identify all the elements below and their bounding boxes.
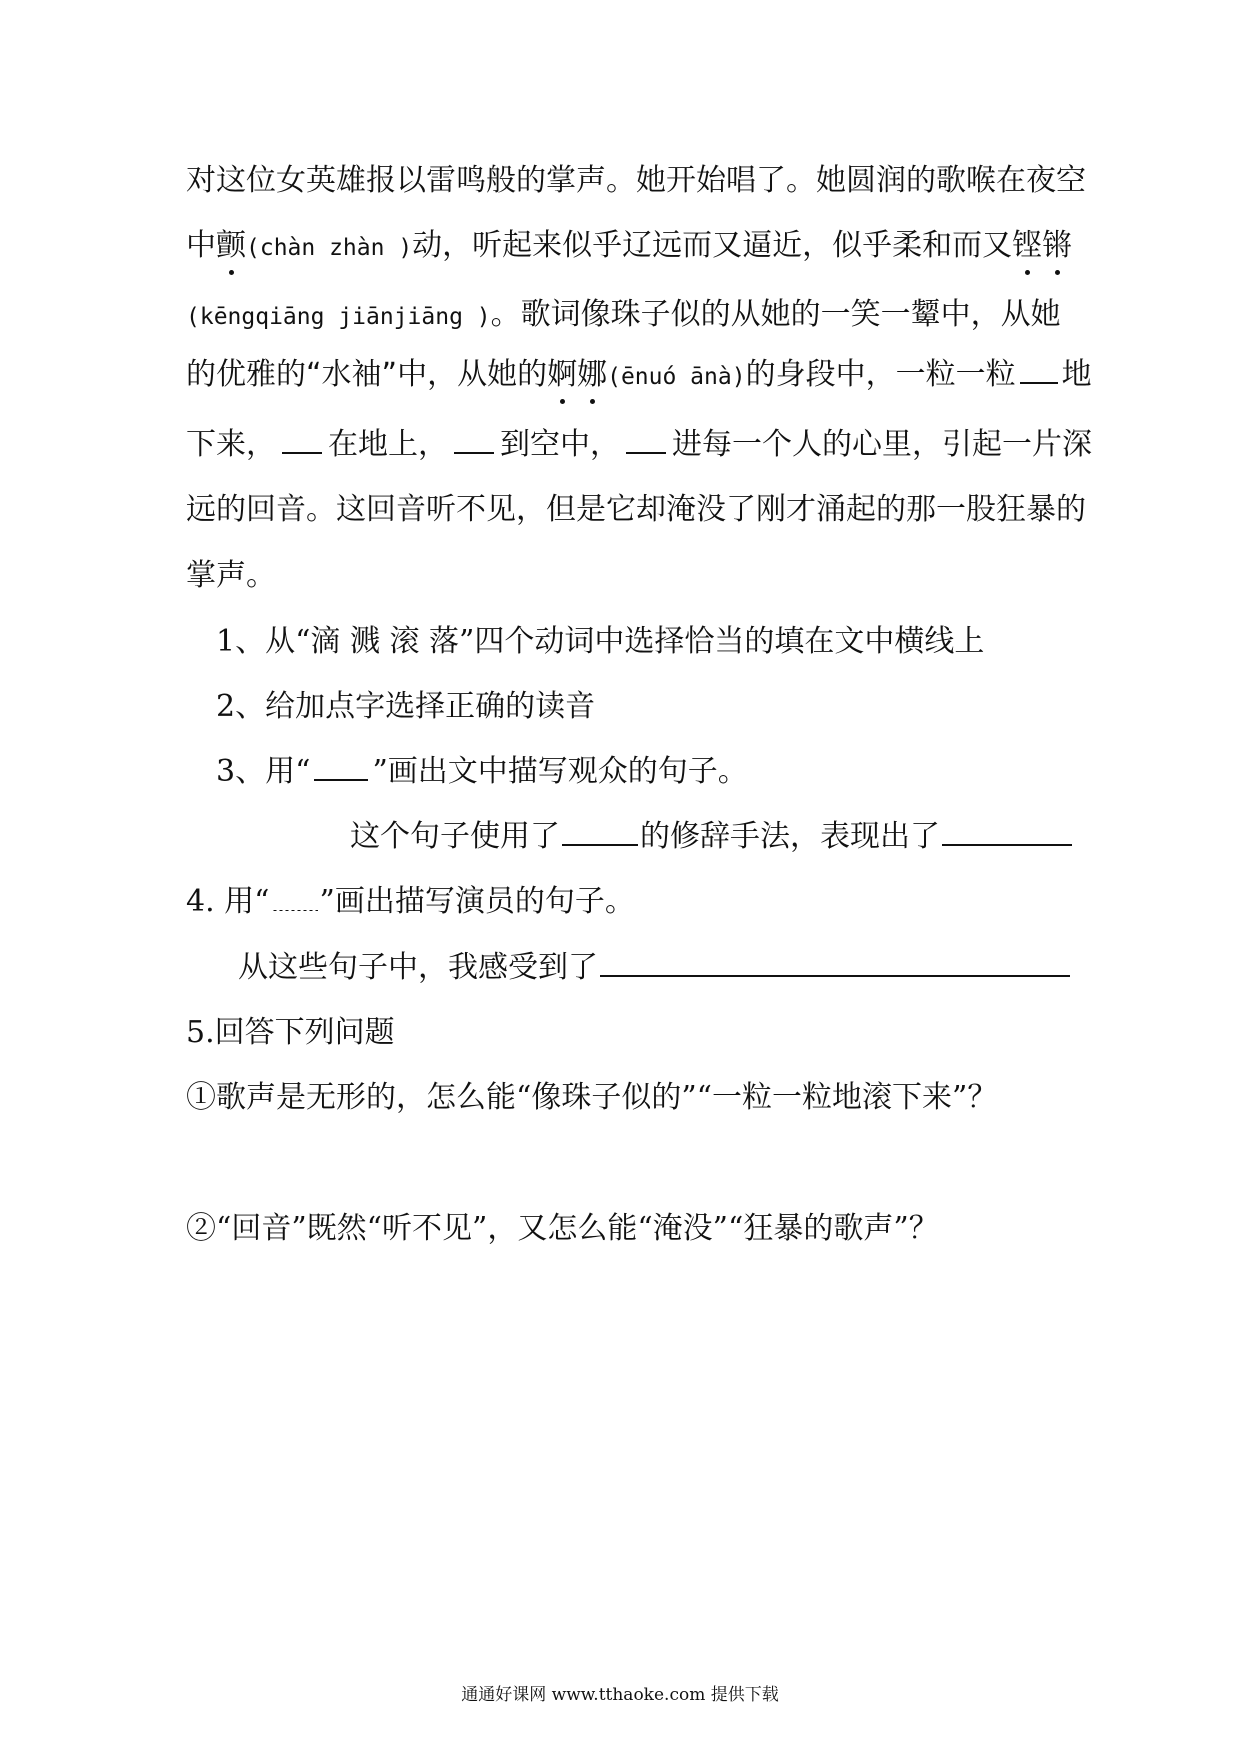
passage-line-2: 中颤(chàn zhàn )动，听起来似乎辽远而又逼近，似乎柔和而又铿锵 (186, 226, 1072, 268)
question-5-1: ①歌声是无形的，怎么能“像珠子似的”“一粒一粒地滚下来”？ (186, 1080, 998, 1115)
passage-line-7: 掌声。 (186, 558, 276, 593)
answer-blank[interactable] (942, 818, 1072, 846)
pinyin-options: (ēnuó ānà) (607, 364, 746, 390)
answer-blank[interactable] (600, 949, 1070, 977)
answer-blank[interactable] (454, 426, 494, 454)
dotted-char: 锵 (1042, 226, 1072, 266)
question-5: 5.回答下列问题 (186, 1015, 395, 1050)
answer-blank[interactable] (626, 426, 666, 454)
dotted-char: 颤 (216, 226, 246, 266)
question-4: 4. 用“ ”画出描写演员的句子。 (186, 884, 635, 919)
dotted-char: 铿 (1012, 226, 1042, 266)
underline-sample (314, 753, 368, 781)
dotted-char: 婀 (547, 355, 577, 395)
passage-line-4: 的优雅的“水袖”中，从她的婀娜(ēnuó ānà)的身段中，一粒一粒 地 (186, 355, 1092, 397)
pinyin-options: (kēngqiāng jiānjiāng ) (186, 304, 491, 330)
dotted-char: 娜 (577, 355, 607, 395)
answer-blank[interactable] (1020, 356, 1058, 384)
answer-blank[interactable] (562, 818, 638, 846)
question-3-sub: 这个句子使用了 的修辞手法，表现出了 (350, 817, 1072, 857)
wavy-underline-sample (272, 885, 318, 911)
question-3: 3、用“ ”画出文中描写观众的句子。 (216, 754, 748, 789)
footer-credit: 通通好课网 www.tthaoke.com 提供下载 (461, 1685, 779, 1705)
question-5-2: ②“回音”既然“听不见”，又怎么能“淹没”“狂暴的歌声”？ (186, 1211, 939, 1246)
passage-line-1: 对这位女英雄报以雷鸣般的掌声。她开始唱了。她圆润的歌喉在夜空 (186, 163, 1086, 198)
passage-line-6: 远的回音。这回音听不见，但是它却淹没了刚才涌起的那一股狂暴的 (186, 492, 1086, 527)
question-1: 1、从“滴 溅 滚 落”四个动词中选择恰当的填在文中横线上 (216, 624, 985, 659)
answer-blank[interactable] (282, 426, 322, 454)
passage-line-3: (kēngqiāng jiānjiāng )。歌词像珠子似的从她的一笑一颦中，从她 (186, 297, 1061, 332)
question-4-sub: 从这些句子中，我感受到了 (238, 948, 1070, 988)
question-2: 2、给加点字选择正确的读音 (216, 689, 596, 724)
passage-line-5: 下来， 在地上， 到空中， 进每一个人的心里，引起一片深 (186, 427, 1092, 462)
pinyin-options: (chàn zhàn ) (246, 235, 413, 261)
